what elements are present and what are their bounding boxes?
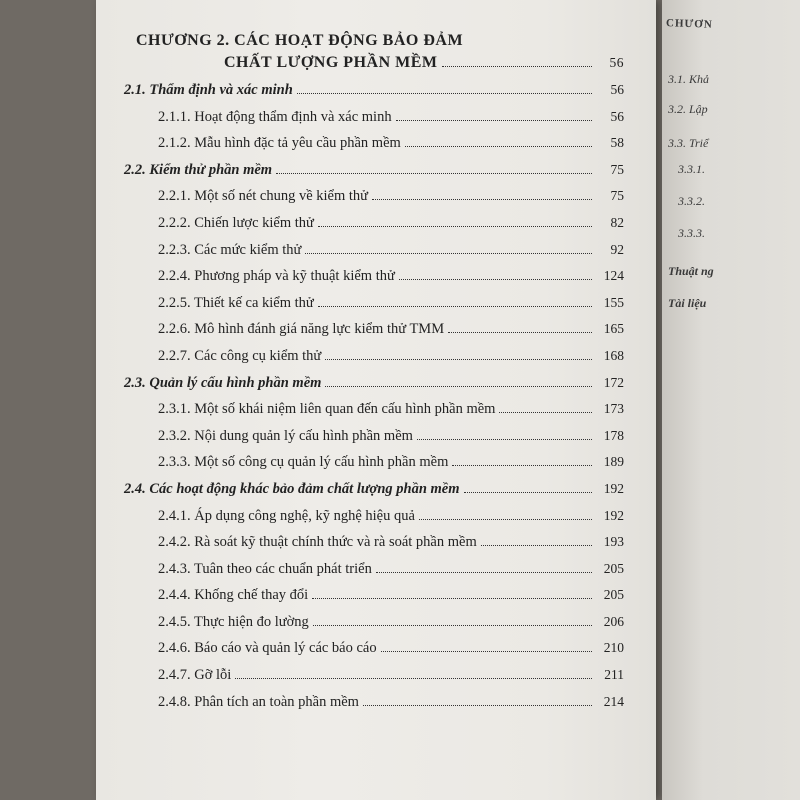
toc-entry-page: 124	[603, 268, 624, 284]
toc-section-row	[124, 82, 624, 109]
leader-dots	[376, 572, 592, 573]
toc-subsection-row	[124, 694, 624, 721]
leader-dots	[318, 306, 592, 307]
toc-entry-page: 172	[603, 374, 624, 390]
toc-entry-label: 2.4.5. Thực hiện đo lường	[158, 613, 309, 630]
toc-subsection-row	[124, 667, 624, 694]
toc-entry-page: 193	[603, 534, 624, 550]
toc-entry-label: 2.1. Thẩm định và xác minh	[124, 82, 293, 98]
toc-entry-label: 2.3. Quản lý cấu hình phần mềm	[124, 374, 322, 391]
toc-entry-label: 2.4.7. Gỡ lỗi	[158, 667, 232, 684]
chapter-title-line2: CHẤT LƯỢNG PHẦN MỀM	[224, 54, 438, 71]
adjacent-line: 3.2. Lập	[668, 102, 708, 116]
leader-dots	[481, 545, 592, 546]
toc-entry-label: 2.2.5. Thiết kế ca kiểm thử	[158, 294, 314, 311]
chapter-title-line1: CHƯƠNG 2. CÁC HOẠT ĐỘNG BẢO ĐẢM	[136, 32, 464, 49]
toc-entry-page: 56	[610, 82, 624, 97]
toc-entry-label: 2.1.1. Hoạt động thẩm định và xác minh	[158, 108, 392, 125]
toc-entry-label: 2.2.6. Mô hình đánh giá năng lực kiểm thử TMM	[158, 321, 445, 338]
toc-subsection-row	[124, 321, 624, 348]
leader-dots	[372, 199, 592, 200]
toc-entry-page: 210	[603, 640, 624, 656]
leader-dots	[276, 173, 592, 174]
leader-dots	[325, 386, 592, 387]
toc-entry-page: 75	[610, 161, 624, 177]
toc-subsection-row	[124, 295, 624, 322]
toc-entry-label: 2.4.8. Phân tích an toàn phần mềm	[158, 693, 359, 710]
toc-entry-page: 205	[603, 560, 624, 576]
chapter-page-number: 56	[609, 55, 624, 70]
toc-entry-page: 58	[610, 135, 624, 151]
toc-entry-page: 214	[603, 693, 624, 709]
toc-subsection-row	[124, 614, 624, 641]
chapter-heading	[136, 30, 624, 74]
leader-dots	[325, 359, 592, 360]
toc-entry-label: 2.4. Các hoạt động khác bảo đảm chất lượng phần mềm	[124, 480, 460, 497]
toc-entries	[124, 82, 624, 720]
adjacent-line: 3.3.1.	[678, 162, 705, 176]
leader-dots	[312, 598, 592, 599]
toc-entry-page: 165	[603, 321, 624, 337]
toc-entry-label: 2.4.2. Rà soát kỹ thuật chính thức và rà soát phần mềm	[158, 534, 477, 551]
toc-subsection-row	[124, 561, 624, 588]
toc-entry-page: 178	[603, 427, 624, 443]
toc-entry-page: 211	[604, 667, 624, 683]
adjacent-line: 3.3.3.	[678, 226, 705, 240]
toc-subsection-row	[124, 109, 624, 136]
toc-section-row	[124, 375, 624, 402]
toc-entry-label: 2.2.2. Chiến lược kiểm thử	[158, 214, 314, 231]
toc-subsection-row	[124, 215, 624, 242]
leader-dots	[235, 678, 592, 679]
toc-entry-label: 2.2.3. Các mức kiểm thử	[158, 241, 302, 258]
toc-subsection-row	[124, 587, 624, 614]
toc-subsection-row	[124, 534, 624, 561]
leader-dots	[452, 465, 592, 466]
adjacent-line: 3.3. Triể	[668, 136, 709, 150]
leader-dots	[396, 120, 592, 121]
table-of-contents	[124, 30, 624, 720]
toc-entry-page: 189	[603, 454, 624, 470]
toc-entry-page: 92	[610, 241, 624, 257]
leader-dots	[297, 93, 592, 94]
toc-entry-label: 2.2.4. Phương pháp và kỹ thuật kiểm thử	[158, 268, 395, 285]
toc-entry-label: 2.3.1. Một số khái niệm liên quan đến cấu hình phần mềm	[158, 401, 496, 418]
toc-entry-label: 2.4.3. Tuân theo các chuẩn phát triển	[158, 560, 372, 577]
toc-entry-label: 2.4.6. Báo cáo và quản lý các báo cáo	[158, 640, 377, 657]
toc-entry-page: 155	[603, 294, 624, 310]
adjacent-page	[662, 0, 800, 800]
leader-dots	[399, 279, 592, 280]
toc-section-row	[124, 162, 624, 189]
toc-entry-label: 2.2.7. Các công cụ kiểm thử	[158, 347, 322, 364]
toc-section-row	[124, 481, 624, 508]
leader-dots	[363, 705, 592, 706]
leader-dots	[448, 332, 592, 333]
toc-subsection-row	[124, 268, 624, 295]
toc-entry-page: 192	[603, 507, 624, 523]
chapter-title-line2-row	[224, 52, 624, 74]
toc-entry-page: 192	[603, 480, 624, 496]
book-page	[96, 0, 656, 800]
toc-entry-page: 168	[603, 347, 624, 363]
leader-dots	[405, 146, 592, 147]
toc-entry-page: 56	[610, 108, 624, 124]
adjacent-line: 3.1. Khả	[668, 72, 710, 86]
leader-dots	[381, 651, 592, 652]
toc-subsection-row	[124, 508, 624, 535]
toc-subsection-row	[124, 188, 624, 215]
leader-dots	[318, 226, 592, 227]
adjacent-line: 3.3.2.	[678, 194, 705, 208]
toc-entry-label: 2.1.2. Mẫu hình đặc tả yêu cầu phần mềm	[158, 135, 401, 152]
toc-subsection-row	[124, 242, 624, 269]
adjacent-line: Tài liệu	[668, 296, 707, 310]
leader-dots	[464, 492, 592, 493]
leader-dots	[419, 519, 592, 520]
toc-entry-label: 2.2.1. Một số nét chung về kiểm thử	[158, 188, 369, 205]
toc-entry-label: 2.3.2. Nội dung quản lý cấu hình phần mềm	[158, 427, 413, 444]
toc-subsection-row	[124, 428, 624, 455]
toc-entry-label: 2.4.1. Áp dụng công nghệ, kỹ nghệ hiệu quả	[158, 507, 415, 524]
toc-subsection-row	[124, 135, 624, 162]
leader-dots	[499, 412, 592, 413]
leader-dots	[417, 439, 592, 440]
leader-dots	[305, 253, 592, 254]
adjacent-line: Thuật ng	[668, 264, 714, 278]
toc-entry-label: 2.4.4. Khống chế thay đổi	[158, 587, 309, 604]
leader-dots	[442, 66, 593, 67]
toc-entry-page: 75	[610, 188, 624, 204]
adjacent-chapter-fragment: CHƯƠN	[665, 17, 713, 31]
toc-entry-page: 206	[603, 613, 624, 629]
leader-dots	[313, 625, 592, 626]
toc-entry-page: 173	[603, 401, 624, 417]
toc-entry-label: 2.3.3. Một số công cụ quản lý cấu hình phần mềm	[158, 454, 449, 471]
toc-entry-page: 82	[610, 214, 624, 230]
toc-subsection-row	[124, 640, 624, 667]
toc-entry-label: 2.2. Kiểm thử phần mềm	[124, 161, 273, 178]
toc-subsection-row	[124, 348, 624, 375]
toc-entry-page: 205	[603, 587, 624, 603]
toc-subsection-row	[124, 454, 624, 481]
toc-subsection-row	[124, 401, 624, 428]
